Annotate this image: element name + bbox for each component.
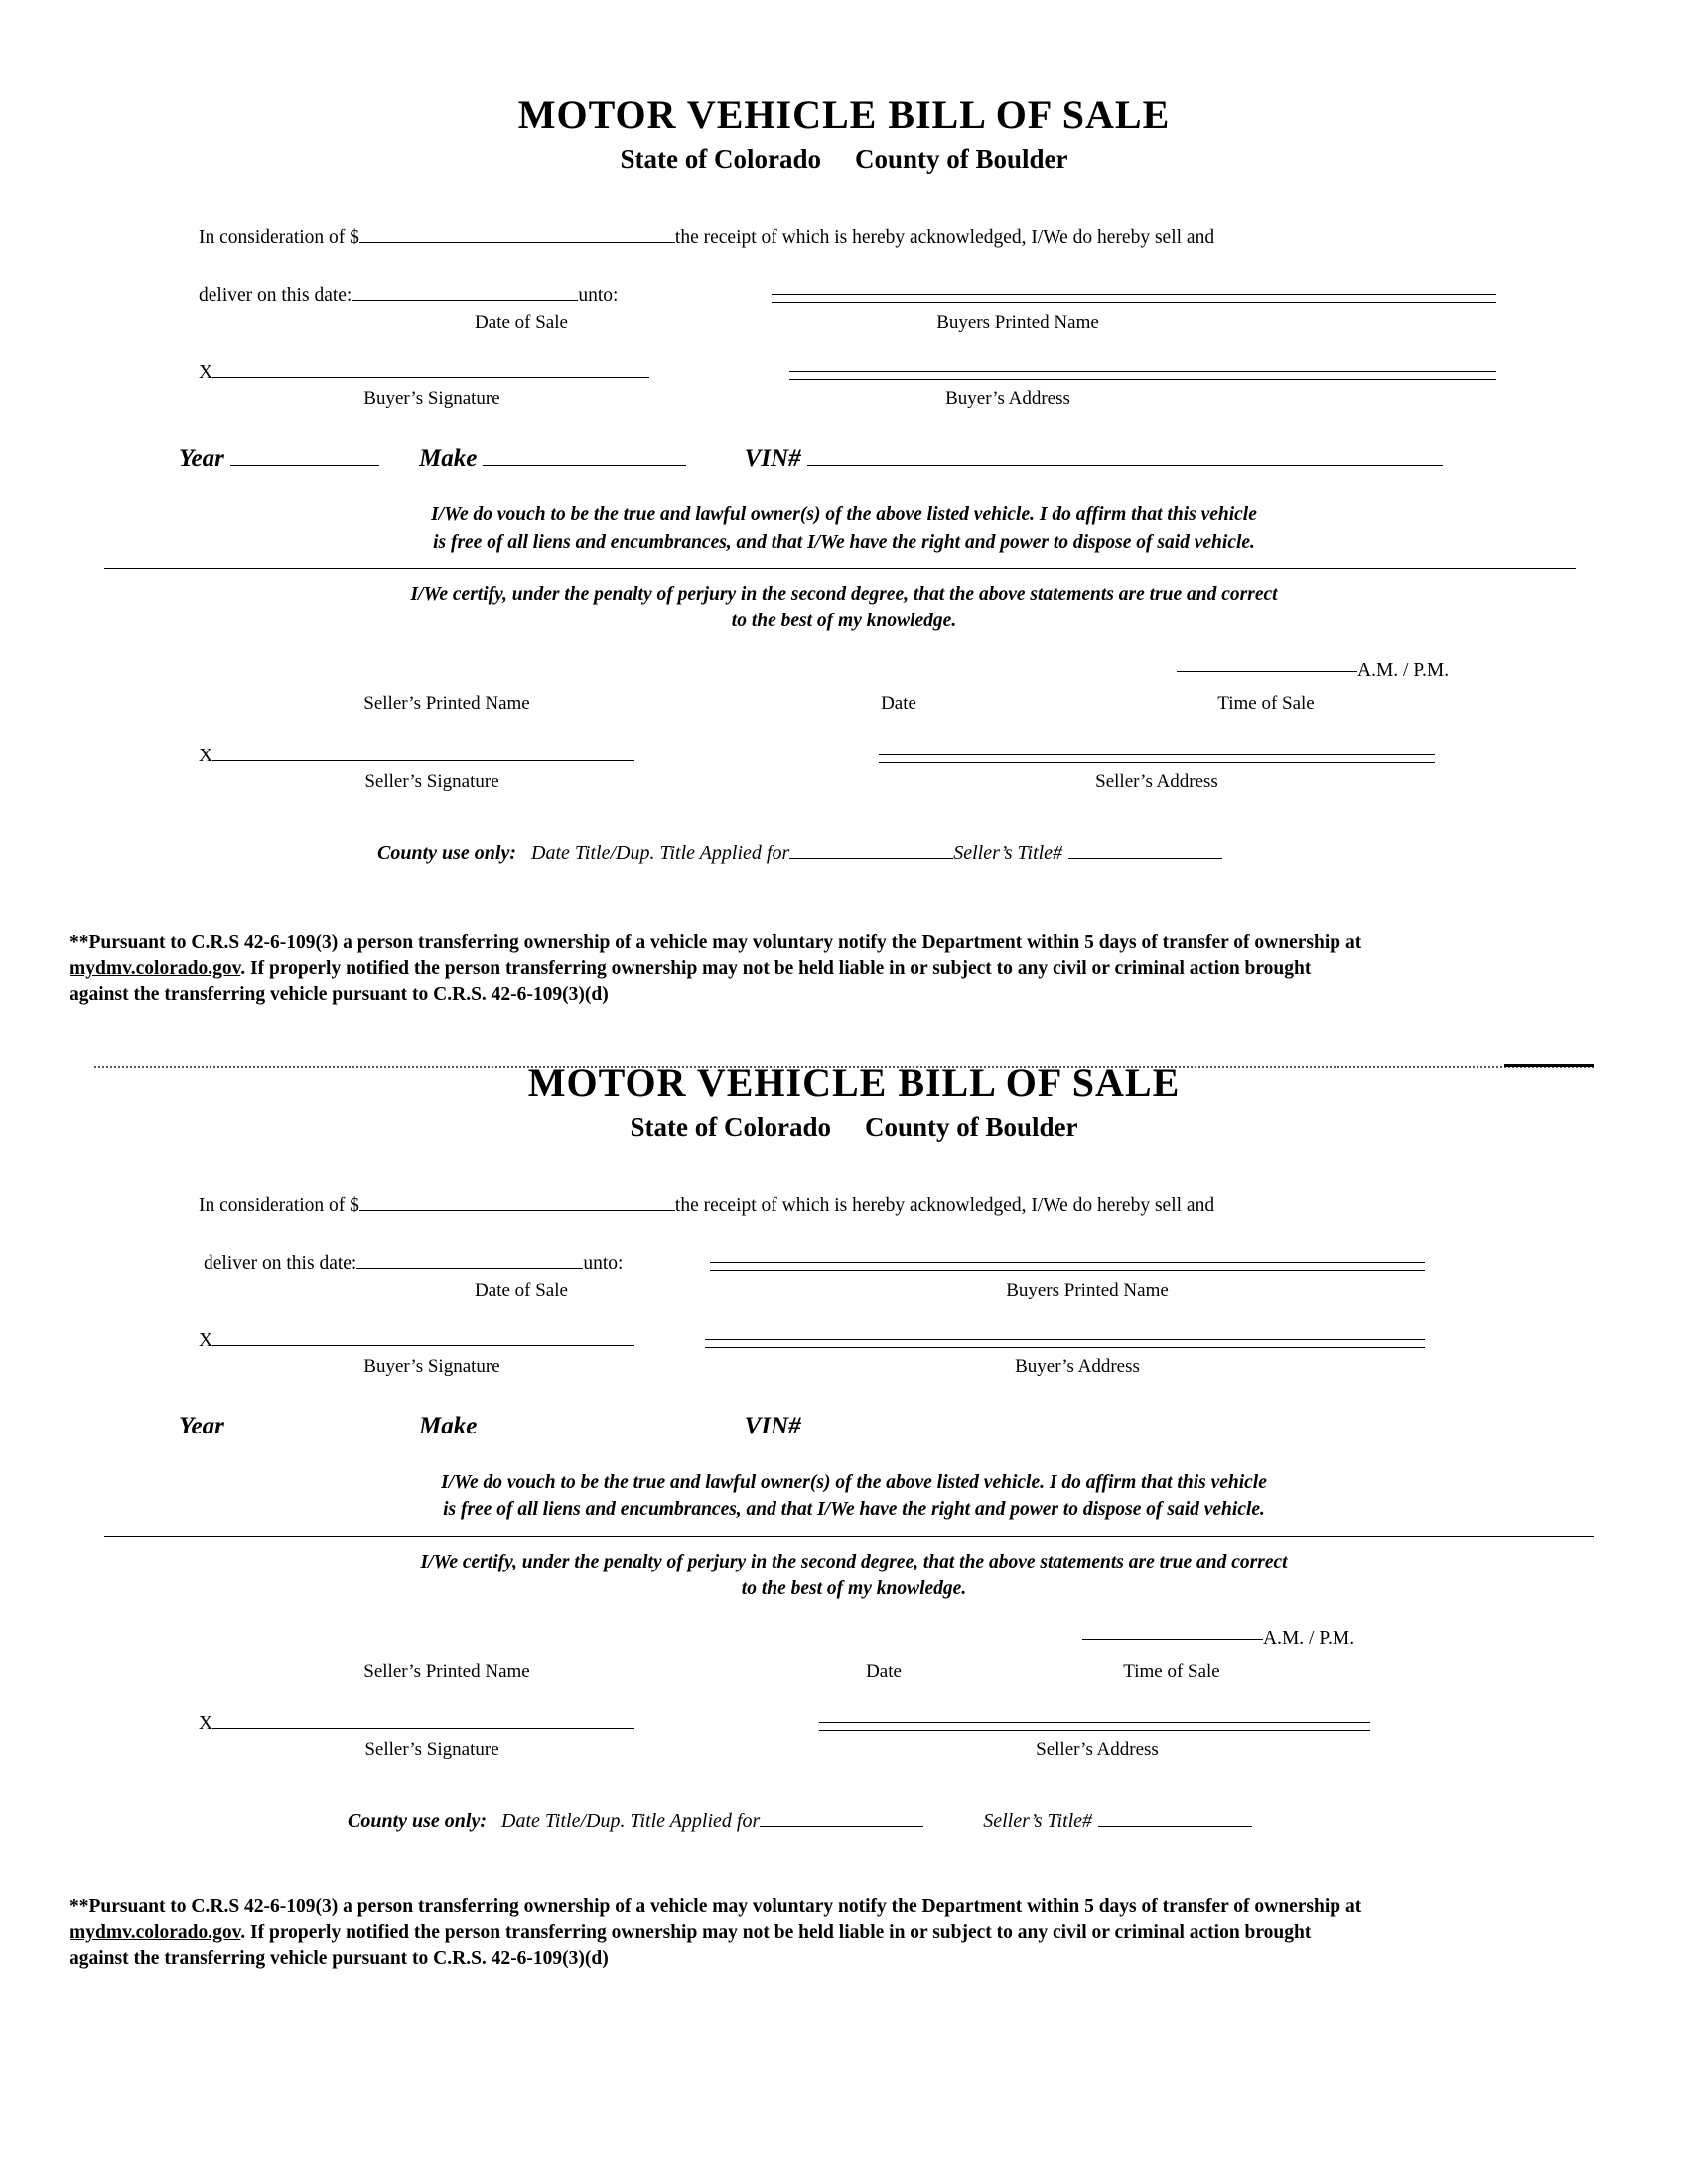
buyers-signature-field-2[interactable] <box>212 1345 634 1346</box>
notice-line-2-text: . If properly notified the person transferring ownership may not be held liable in or subject to any civil or criminal action brought <box>240 958 1312 980</box>
deliver-prefix-label-2: deliver on this date: <box>204 1253 357 1275</box>
consideration-prefix-label-2: In consideration of $ <box>199 1194 359 1216</box>
county-use-only-row <box>94 841 1594 865</box>
state-county-line-2 <box>104 1112 1604 1143</box>
certify-statement-2 <box>104 1551 1604 1601</box>
seller-captions-row-4 <box>104 1735 1604 1761</box>
seller-signature-row-2 <box>104 1712 1604 1735</box>
consideration-row <box>94 226 1594 249</box>
deliver-prefix-label: deliver on this date: <box>199 285 352 307</box>
vouch-line-2-2: is free of all liens and encumbrances, and that I/We have the right and power to dispose of said vehicle. <box>443 1499 1265 1521</box>
time-of-sale-field[interactable] <box>1177 671 1357 672</box>
date-of-sale-field-2[interactable] <box>356 1268 583 1269</box>
vouch-statement <box>94 503 1594 554</box>
year-label-2: Year <box>179 1413 224 1440</box>
sellers-signature-field-2[interactable] <box>212 1728 634 1729</box>
state-label: State of Colorado <box>620 144 821 174</box>
state-label-2: State of Colorado <box>630 1111 831 1142</box>
buyer-captions-row <box>94 384 1594 410</box>
notice-line-2 <box>70 956 1609 982</box>
statutory-notice-2 <box>70 1894 1609 1972</box>
time-of-sale-row <box>94 659 1594 689</box>
vin-label: VIN# <box>744 445 801 473</box>
buyers-address-caption: Buyer’s Address <box>945 388 1070 410</box>
vouch-line-1-2: I/We do vouch to be the true and lawful owner(s) of the above listed vehicle. I do affirm that this vehicle <box>441 1472 1267 1494</box>
buyer-signature-row-2 <box>104 1329 1604 1352</box>
vouch-line-1: I/We do vouch to be the true and lawful owner(s) of the above listed vehicle. I do affirm that this vehicle <box>431 504 1257 526</box>
am-pm-label: A.M. / P.M. <box>1357 659 1450 681</box>
buyers-address-field[interactable] <box>789 371 1496 380</box>
title-applied-label: Date Title/Dup. Title Applied for <box>531 842 790 865</box>
bill-of-sale-copy-1 <box>0 0 1688 1008</box>
title-applied-field-2[interactable] <box>760 1826 923 1827</box>
deliver-captions-row <box>94 308 1594 334</box>
vehicle-row <box>94 444 1594 474</box>
sellers-address-field-2[interactable] <box>819 1722 1370 1731</box>
buyer-captions-row-2 <box>104 1352 1604 1378</box>
county-label: County of Boulder <box>854 144 1068 174</box>
page-title-2: MOTOR VEHICLE BILL OF SALE <box>527 1059 1181 1105</box>
seller-x-mark-2: X <box>199 1712 213 1734</box>
vouch-statement-2 <box>104 1471 1604 1522</box>
unto-label: unto: <box>578 285 619 307</box>
sellers-signature-caption-2: Seller’s Signature <box>364 1739 499 1761</box>
buyers-signature-caption: Buyer’s Signature <box>363 388 500 410</box>
page-title: MOTOR VEHICLE BILL OF SALE <box>517 92 1171 137</box>
title-applied-label-2: Date Title/Dup. Title Applied for <box>501 1810 761 1833</box>
sellers-title-field[interactable] <box>1068 858 1222 859</box>
title-applied-field[interactable] <box>789 858 953 859</box>
sellers-printed-name-caption: Seller’s Printed Name <box>363 692 530 714</box>
year-field[interactable] <box>230 465 379 466</box>
buyers-printed-name-caption-2: Buyers Printed Name <box>1006 1279 1169 1300</box>
consideration-row-2 <box>104 1194 1604 1217</box>
certify-line-1: I/We certify, under the penalty of perjury in the second degree, that the above statements are true and correct <box>410 583 1278 605</box>
consideration-suffix-label-2: the receipt of which is hereby acknowledged, I/We do hereby sell and <box>674 1194 1215 1216</box>
buyers-signature-caption-2: Buyer’s Signature <box>363 1356 500 1378</box>
consideration-prefix-label: In consideration of $ <box>199 227 359 248</box>
make-label: Make <box>419 445 478 473</box>
buyers-printed-name-field[interactable] <box>772 294 1496 303</box>
divider-rule-1 <box>104 568 1576 569</box>
make-label-2: Make <box>419 1413 478 1440</box>
time-of-sale-row-2 <box>104 1627 1604 1657</box>
sellers-signature-caption: Seller’s Signature <box>364 771 499 793</box>
buyers-signature-field[interactable] <box>212 377 649 378</box>
statutory-notice-1 <box>70 930 1609 1008</box>
divider-rule-2 <box>104 1536 1594 1537</box>
certify-line-2-2: to the best of my knowledge. <box>741 1578 967 1600</box>
buyers-address-field-2[interactable] <box>705 1339 1425 1348</box>
am-pm-label-2: A.M. / P.M. <box>1263 1627 1355 1649</box>
buyers-printed-name-caption: Buyers Printed Name <box>936 311 1099 333</box>
seller-captions-row <box>94 689 1594 719</box>
deliver-row-2 <box>104 1252 1604 1275</box>
time-of-sale-field-2[interactable] <box>1082 1639 1263 1640</box>
seller-captions-row-2 <box>94 767 1594 793</box>
notice-line-3-2: against the transferring vehicle pursuant to C.R.S. 42-6-109(3)(d) <box>70 1947 609 1969</box>
deliver-row <box>94 284 1594 307</box>
date-caption: Date <box>881 692 916 714</box>
notice-line-2-2 <box>70 1920 1609 1946</box>
notice-line-2-text-2: . If properly notified the person transferring ownership may not be held liable in or subject to any civil or criminal action brought <box>240 1921 1312 1943</box>
county-use-only-row-2 <box>104 1809 1604 1833</box>
year-label: Year <box>179 445 224 473</box>
time-of-sale-caption: Time of Sale <box>1217 692 1315 714</box>
vehicle-row-2 <box>104 1412 1604 1441</box>
notice-line-1: **Pursuant to C.R.S 42-6-109(3) a person transferring ownership of a vehicle may voluntary notify the Department within 5 days of transfer of ownership at <box>70 932 1362 954</box>
county-use-only-label-2: County use only: <box>348 1810 488 1833</box>
sellers-title-label-2: Seller’s Title# <box>983 1810 1093 1833</box>
date-caption-2: Date <box>866 1660 902 1682</box>
unto-label-2: unto: <box>583 1253 624 1275</box>
date-of-sale-caption-2: Date of Sale <box>475 1279 568 1300</box>
seller-x-mark: X <box>199 745 213 766</box>
certify-statement <box>94 583 1594 633</box>
county-label-2: County of Boulder <box>864 1111 1078 1142</box>
county-use-only-label: County use only: <box>377 842 517 865</box>
vin-field[interactable] <box>807 465 1443 466</box>
consideration-amount-field-2[interactable] <box>359 1210 675 1211</box>
date-of-sale-caption: Date of Sale <box>475 311 568 333</box>
sellers-title-field-2[interactable] <box>1098 1826 1252 1827</box>
buyers-address-caption-2: Buyer’s Address <box>1015 1356 1140 1378</box>
date-of-sale-field[interactable] <box>352 300 578 301</box>
sellers-address-field[interactable] <box>879 754 1435 763</box>
sellers-printed-name-caption-2: Seller’s Printed Name <box>363 1660 530 1682</box>
consideration-suffix-label: the receipt of which is hereby acknowledged, I/We do hereby sell and <box>674 227 1215 248</box>
notice-line-1-2: **Pursuant to C.R.S 42-6-109(3) a person transferring ownership of a vehicle may voluntary notify the Department within 5 days of transfer of ownership at <box>70 1896 1362 1918</box>
make-field[interactable] <box>483 465 686 466</box>
seller-signature-row <box>94 745 1594 767</box>
bill-of-sale-copy-2 <box>0 1008 1688 1972</box>
certify-line-2: to the best of my knowledge. <box>731 611 957 632</box>
buyer-x-mark-2: X <box>199 1329 213 1351</box>
mydmv-link-2[interactable]: mydmv.colorado.gov <box>70 1921 241 1943</box>
vin-label-2: VIN# <box>744 1413 801 1440</box>
state-county-line <box>94 144 1594 175</box>
buyer-signature-row <box>94 361 1594 384</box>
sellers-title-label: Seller’s Title# <box>953 842 1063 865</box>
mydmv-link[interactable]: mydmv.colorado.gov <box>70 958 241 980</box>
deliver-captions-row-2 <box>104 1276 1604 1301</box>
seller-captions-row-3 <box>104 1657 1604 1687</box>
vouch-line-2: is free of all liens and encumbrances, and that I/We have the right and power to dispose of said vehicle. <box>433 531 1255 553</box>
buyer-x-mark: X <box>199 361 213 383</box>
sellers-signature-field[interactable] <box>212 760 634 761</box>
sellers-address-caption-2: Seller’s Address <box>1036 1739 1159 1761</box>
notice-line-3: against the transferring vehicle pursuant to C.R.S. 42-6-109(3)(d) <box>70 983 609 1005</box>
consideration-amount-field[interactable] <box>359 242 675 243</box>
sellers-address-caption: Seller’s Address <box>1095 771 1218 793</box>
time-of-sale-caption-2: Time of Sale <box>1123 1660 1220 1682</box>
certify-line-1-2: I/We certify, under the penalty of perjury in the second degree, that the above statements are true and correct <box>420 1551 1288 1572</box>
buyers-printed-name-field-2[interactable] <box>710 1262 1425 1271</box>
